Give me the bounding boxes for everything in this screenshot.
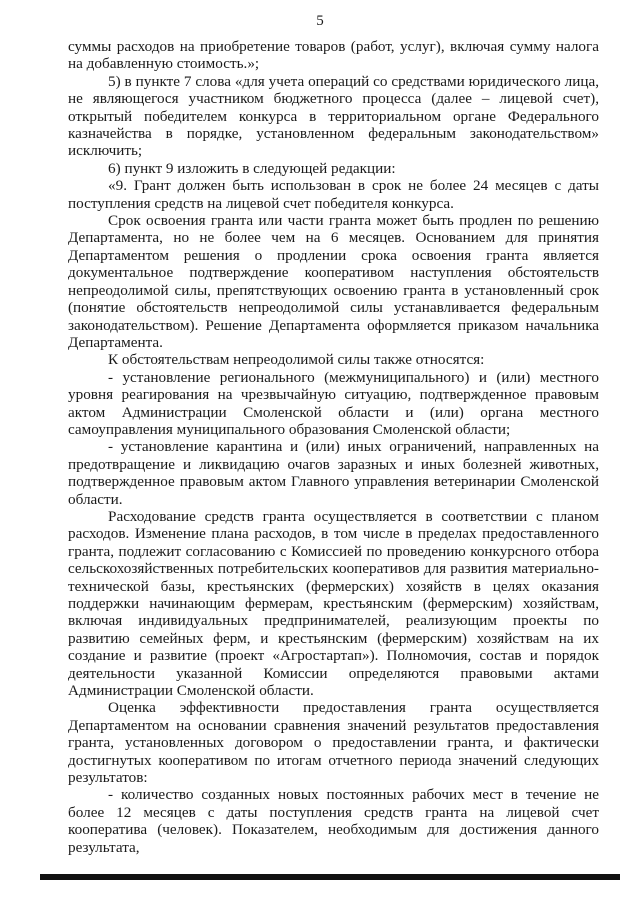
paragraph-extension: Срок освоения гранта или части гранта может быть продлен по решению Департамента, но не более чем на 6 месяцев. Основанием для принятия Департаментом решения о продлении срока освоения гранта является документальное подтверждение кооперативом наступления обстоятельств непреодолимой силы, препятствующих освоению гранта в установленный срок (понятие обстоятельств непреодолимой силы устанавливается федеральным законодательством). Решение Департамента оформляется приказом начальника Департамента.	[68, 212, 599, 351]
paragraph-item-5: 5) в пункте 7 слова «для учета операций со средствами юридического лица, не являющегося участником бюджетного процесса (далее – лицевой счет), открытый победителем конкурса в территориальном органе Федерального казначейства в порядке, установленном федеральным законодательством» исключить;	[68, 72, 599, 160]
paragraph-emergency-item: - установление регионального (межмуниципального) и (или) местного уровня реагирования на чрезвычайную ситуацию, подтвержденное правовым актом Администрации Смоленской области и (или) органа местного самоуправления муниципального образования Смоленской области;	[68, 368, 599, 438]
document-body	[68, 38, 599, 856]
paragraph-jobs-indicator: - количество созданных новых постоянных рабочих мест в течение не более 12 месяцев с даты поступления средств гранта на лицевой счет кооператива (человек). Показателем, необходимым для достижения данного результата,	[68, 786, 599, 856]
paragraph-item-6: 6) пункт 9 изложить в следующей редакции:	[108, 159, 396, 177]
paragraph-force-majeure-intro: К обстоятельствам непреодолимой силы также относятся:	[108, 351, 485, 369]
bottom-scan-bar	[40, 874, 620, 880]
paragraph-quarantine-item: - установление карантина и (или) иных ограничений, направленных на предотвращение и ликвидацию очагов заразных и иных болезней животных, подтвержденное правовым актом Главного управления ветеринарии Смоленской области.	[68, 438, 599, 508]
page-number: 5	[316, 13, 324, 29]
paragraph-clause-9: «9. Грант должен быть использован в срок не более 24 месяцев с даты поступления средств на лицевой счет победителя конкурса.	[68, 177, 599, 212]
paragraph-spending: Расходование средств гранта осуществляется в соответствии с планом расходов. Изменение плана расходов, в том числе в пределах предоставленного гранта, подлежит согласованию с Комиссией по проведению конкурсного отбора сельскохозяйственных потребительских кооперативов для развития материально-технической базы, крестьянских (фермерских) хозяйств в целях оказания поддержки начинающим фермерам, крестьянским (фермерским) хозяйствам, включая индивидуальных предпринимателей, реализующим проекты по развитию семейных ферм, и крестьянским (фермерским) хозяйствам на их создание и развитие (проект «Агростартап»). Полномочия, состав и порядок деятельности указанной Комиссии определяются правовыми актами Администрации Смоленской области.	[68, 507, 599, 700]
paragraph-continuation: суммы расходов на приобретение товаров (работ, услуг), включая сумму налога на добавленную стоимость.»;	[68, 38, 599, 73]
paragraph-evaluation: Оценка эффективности предоставления гранта осуществляется Департаментом на основании сравнения значений результатов предоставления гранта, установленных договором о предоставлении гранта, и фактически достигнутых кооперативом по итогам отчетного периода значений следующих результатов:	[68, 699, 599, 787]
